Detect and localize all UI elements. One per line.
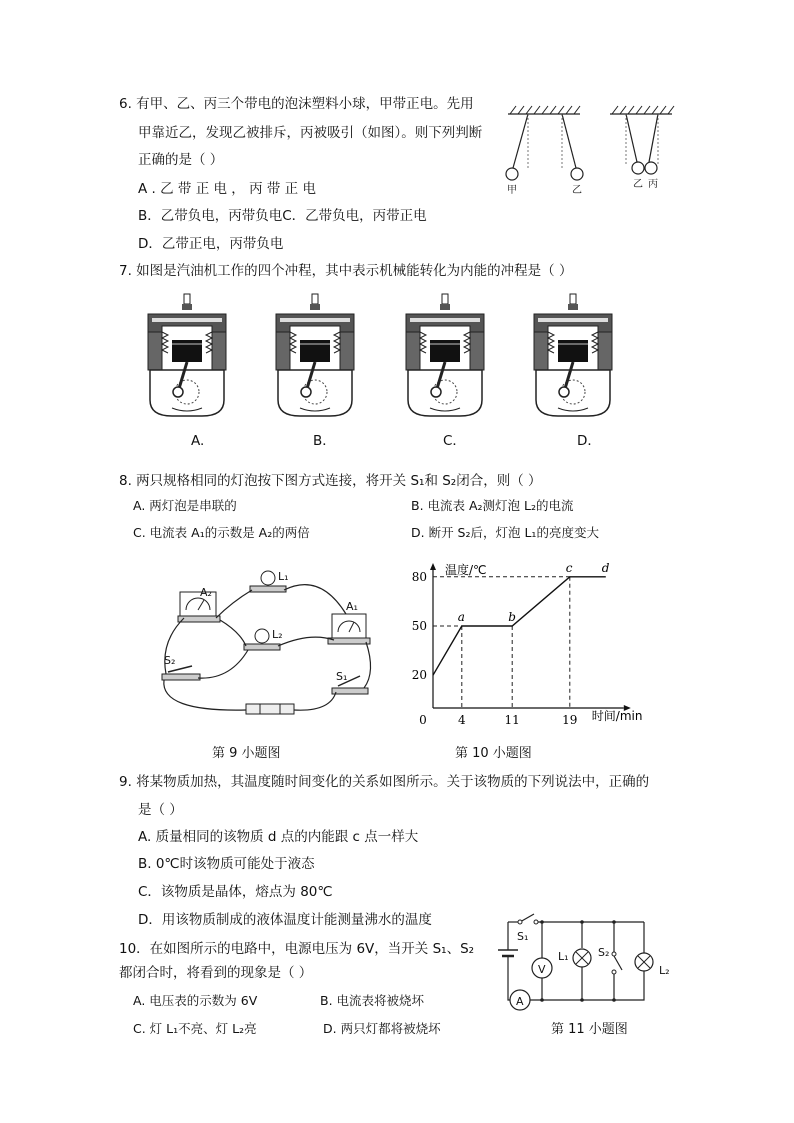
q7-label-d: D． <box>577 433 601 449</box>
q8-option-d: D. 断开 S₂后，灯泡 L₁的亮度变大 <box>411 525 599 540</box>
fig11-label-l2: L₂ <box>659 964 670 977</box>
q7-stem: 7. 如图是汽油机工作的四个冲程，其中表示机械能转化为内能的冲程是（ ） <box>119 263 573 279</box>
fig11-label-v: V <box>538 963 546 976</box>
q8-option-b: B. 电流表 A₂测灯泡 L₂的电流 <box>411 498 574 513</box>
q9-option-c: C．该物质是晶体，熔点为 80℃ <box>138 884 333 900</box>
fig11-label-s1: S₁ <box>517 930 529 943</box>
q10-option-c: C. 灯 L₁不亮、灯 L₂亮 <box>133 1021 257 1036</box>
q7-engine-figures <box>140 292 620 422</box>
point-label: b <box>508 610 516 624</box>
q10-option-a: A. 电压表的示数为 6V <box>133 993 258 1008</box>
fig9-circuit-physical <box>150 562 380 722</box>
fig9-label-a1: A₁ <box>346 600 358 613</box>
q8-option-a: A. 两灯泡是串联的 <box>133 498 237 513</box>
q6-label-yi-2: 乙 <box>633 179 643 190</box>
fig11-caption: 第 11 小题图 <box>551 1022 628 1037</box>
y-axis-arrow <box>430 563 436 570</box>
fig11-label-a: A <box>516 995 524 1008</box>
temperature-line <box>433 577 606 675</box>
q9-stem-line1: 9. 将某物质加热，其温度随时间变化的关系如图所示。关于该物质的下列说法中，正确的 <box>119 774 650 790</box>
point-label: a <box>457 610 465 624</box>
fig9-label-a2: A₂ <box>200 586 212 599</box>
q6-label-jia: 甲 <box>507 185 517 196</box>
fig10-chart <box>405 560 665 730</box>
q7-label-c: C． <box>443 433 466 449</box>
fig9-label-s2: S₂ <box>164 654 176 667</box>
q6-stem-line2: 甲靠近乙，发现乙被排斥，丙被吸引（如图）。则下列判断 <box>138 125 483 141</box>
x-tick-label: 11 <box>504 713 520 727</box>
q7-label-a: A. <box>191 433 205 449</box>
q10-option-b: B. 电流表将被烧坏 <box>320 993 425 1008</box>
q6-option-a: A . 乙 带 正 电 ， 丙 带 正 电 <box>138 181 316 197</box>
fig9-label-l1: L₁ <box>278 570 289 583</box>
fig9-caption: 第 9 小题图 <box>212 746 281 761</box>
q9-option-a: A. 质量相同的该物质 d 点的内能跟 c 点一样大 <box>138 829 419 845</box>
x-tick-label: 19 <box>562 713 578 727</box>
fig10-caption: 第 10 小题图 <box>455 746 532 761</box>
q10-option-d: D. 两只灯都将被烧坏 <box>323 1021 441 1036</box>
q9-stem-line2: 是（ ） <box>138 802 183 818</box>
q6-label-bing: 丙 <box>648 179 658 190</box>
q7-label-b: B． <box>313 433 336 449</box>
q6-option-bc: B．乙带负电，丙带负电C．乙带负电，丙带正电 <box>138 208 427 224</box>
point-label: c <box>565 560 573 575</box>
x-tick-label: 4 <box>457 713 466 727</box>
q9-option-d: D．用该物质制成的液体温度计能测量沸水的温度 <box>138 912 432 928</box>
q10-stem-line1: 10．在如图所示的电路中，电源电压为 6V，当开关 S₁、S₂ <box>119 941 475 957</box>
x-tick-label: 0 <box>419 713 427 727</box>
q10-stem-line2: 都闭合时，将看到的现象是（ ） <box>119 965 313 981</box>
fig11-label-l1: L₁ <box>558 950 569 963</box>
q6-option-d: D．乙带正电，丙带负电 <box>138 236 284 252</box>
fig9-label-l2: L₂ <box>272 628 283 641</box>
y-tick-label: 50 <box>411 619 427 633</box>
point-label: d <box>601 560 610 575</box>
y-tick-label: 80 <box>411 569 427 584</box>
x-axis-title: 时间/min <box>591 709 643 723</box>
q8-option-c: C. 电流表 A₁的示数是 A₂的两倍 <box>133 525 310 540</box>
q9-option-b: B. 0℃时该物质可能处于液态 <box>138 856 315 872</box>
fig11-label-s2: S₂ <box>598 946 610 959</box>
q8-stem: 8. 两只规格相同的灯泡按下图方式连接，将开关 S₁和 S₂闭合，则（ ） <box>119 473 542 489</box>
fig9-label-s1: S₁ <box>336 670 348 683</box>
q6-label-yi: 乙 <box>572 185 582 196</box>
y-axis-title: 温度/℃ <box>445 563 487 577</box>
q6-stem-line3: 正确的是（ ） <box>138 152 224 168</box>
q6-stem-line1: 6. 有甲、乙、丙三个带电的泡沫塑料小球，甲带正电。先用 <box>119 96 474 112</box>
y-tick-label: 20 <box>411 668 427 683</box>
